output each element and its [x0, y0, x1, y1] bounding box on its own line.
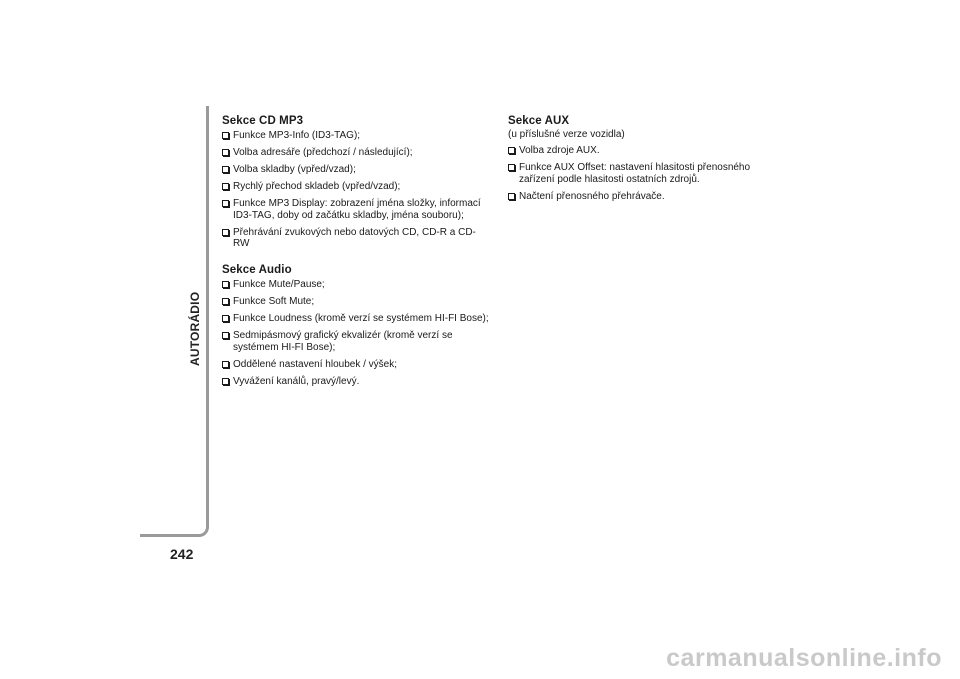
checkbox-bullet-icon [222, 361, 229, 368]
list-item: Funkce Mute/Pause; [222, 279, 492, 291]
list-item: Funkce Loudness (kromě verzí se systémem HI-FI Bose); [222, 313, 492, 325]
checkbox-bullet-icon [222, 229, 229, 236]
page-number: 242 [170, 546, 194, 562]
checkbox-bullet-icon [222, 281, 229, 288]
checkbox-bullet-icon [222, 298, 229, 305]
watermark: carmanualsonline.info [666, 644, 942, 672]
checkbox-bullet-icon [222, 183, 229, 190]
cd-mp3-list [222, 130, 492, 250]
checkbox-bullet-icon [222, 166, 229, 173]
list-item: Volba skladby (vpřed/vzad); [222, 164, 492, 176]
list-item: Přehrávání zvukových nebo datových CD, CD-R a CD-RW [222, 227, 492, 250]
list-item: Funkce MP3 Display: zobrazení jména složky, informací ID3-TAG, doby od začátku skladby, jména souboru); [222, 198, 492, 221]
checkbox-bullet-icon [508, 147, 515, 154]
right-column [508, 114, 783, 208]
list-item: Volba zdroje AUX. [508, 145, 783, 157]
list-item: Sedmipásmový grafický ekvalizér (kromě verzí se systémem HI-FI Bose); [222, 330, 492, 353]
audio-heading: Sekce Audio [222, 263, 292, 276]
list-item: Načtení přenosného přehrávače. [508, 191, 783, 203]
list-item: Rychlý přechod skladeb (vpřed/vzad); [222, 181, 492, 193]
list-item: Funkce Soft Mute; [222, 296, 492, 308]
list-item: Oddělené nastavení hloubek / výšek; [222, 359, 492, 371]
list-item: Vyvážení kanálů, pravý/levý. [222, 376, 492, 388]
checkbox-bullet-icon [508, 164, 515, 171]
list-item: Volba adresáře (předchozí / následující); [222, 147, 492, 159]
checkbox-bullet-icon [222, 200, 229, 207]
cd-mp3-heading: Sekce CD MP3 [222, 115, 304, 127]
list-item: Funkce MP3-Info (ID3-TAG); [222, 130, 492, 142]
checkbox-bullet-icon [508, 193, 515, 200]
checkbox-bullet-icon [222, 332, 229, 339]
aux-note: (u příslušné verze vozidla) [508, 129, 625, 140]
checkbox-bullet-icon [222, 378, 229, 385]
checkbox-bullet-icon [222, 132, 229, 139]
aux-heading: Sekce AUX [508, 115, 570, 127]
audio-list [222, 279, 492, 387]
aux-list [508, 145, 783, 202]
checkbox-bullet-icon [222, 315, 229, 322]
list-item: Funkce AUX Offset: nastavení hlasitosti přenosného zařízení podle hlasitosti ostatních zdrojů. [508, 162, 783, 185]
left-column [222, 114, 492, 393]
section-label: AUTORÁDIO [188, 291, 202, 366]
checkbox-bullet-icon [222, 149, 229, 156]
